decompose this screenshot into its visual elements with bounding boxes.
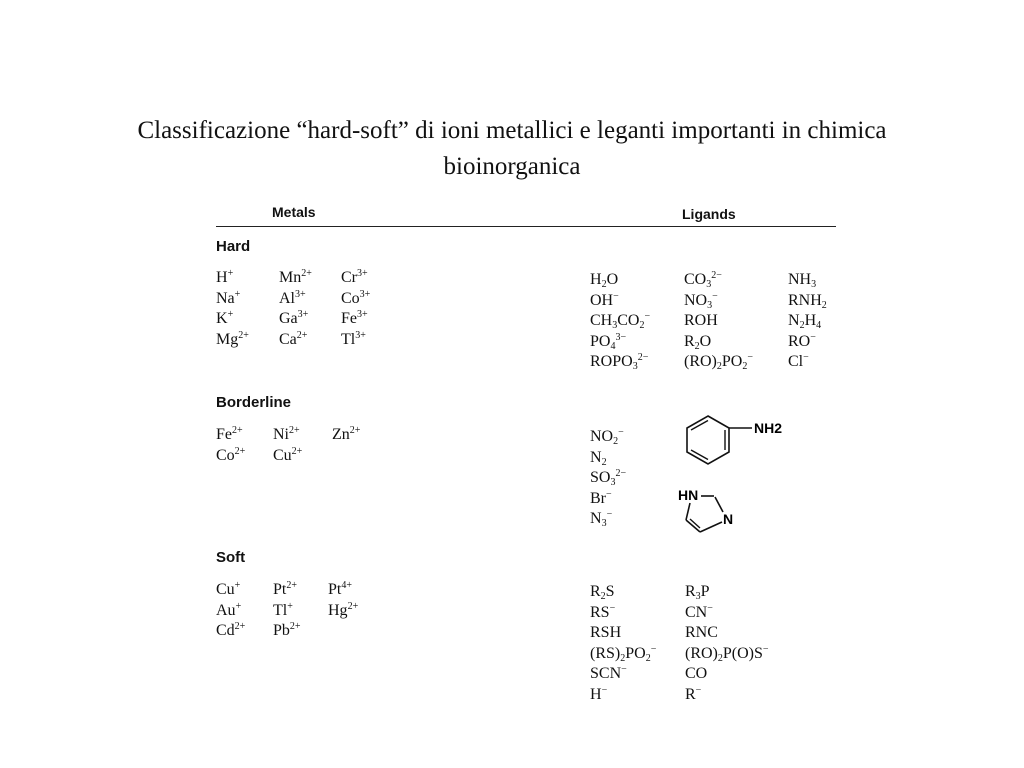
borderline-ligand-cell: $N_3^-$ <box>590 509 613 529</box>
soft-ligand-cell: H− <box>590 684 608 703</box>
hard-ligand-cell: OH− <box>590 290 619 309</box>
borderline-ligand-cell: $NO_2^-$ <box>590 427 624 447</box>
hard-ligand-cell: $CH_3CO_2^-$ <box>590 311 651 331</box>
hard-ligand-cell: $R_2O$ <box>684 332 712 352</box>
page-title <box>60 113 964 185</box>
soft-metal-cell: Cu+ <box>216 580 241 598</box>
soft-ligand-cell: $(RS)_2PO_2^-$ <box>590 643 657 664</box>
soft-metal-cell: Tl+ <box>273 600 293 619</box>
hard-metal-cell: $Tl^{3+}$ <box>341 329 366 348</box>
hard-ligand-cell: $RNH_2$ <box>788 291 827 311</box>
hard-ligand-cell: $NH_3$ <box>788 271 817 290</box>
soft-ligand-cell: RSH <box>590 624 622 641</box>
soft-ligand-cell: RNC <box>685 624 718 641</box>
soft-ligand-cell: RS− <box>590 602 616 621</box>
hard-ligand-cell: $PO_4^{3-}$ <box>590 331 627 352</box>
hard-metal-cell: Na+ <box>216 288 241 307</box>
hard-metal-cell: $Mg^{2+}$ <box>216 329 249 348</box>
hard-metal-cell: K+ <box>216 309 234 327</box>
soft-ligand-cell: $(RO)_2P(O)S^-$ <box>685 643 769 664</box>
soft-metal-cell: $Cd^{2+}$ <box>216 621 246 639</box>
imidazole-n-label: N <box>723 511 734 527</box>
hard-metal-cell: $Al^{3+}$ <box>279 288 306 307</box>
metals-header: Metals <box>272 204 316 220</box>
soft-metal-cell: $Hg^{2+}$ <box>328 600 359 619</box>
soft-ligand-cell: CO <box>685 665 708 682</box>
borderline-ligand-cell: $SO_3^{2-}$ <box>590 468 627 488</box>
soft-ligand-cell: R− <box>685 684 702 703</box>
soft-ligand-cell: $R_3P$ <box>685 583 710 602</box>
hard-metal-cell: $Cr^{3+}$ <box>341 268 368 286</box>
hard-metal-cell: $Co^{3+}$ <box>341 288 371 307</box>
title-line-2: bioinorganica <box>443 153 581 180</box>
hard-metal-cell: H+ <box>216 268 234 286</box>
hard-ligand-cell: $NO_3^-$ <box>684 290 718 311</box>
top-rule <box>216 226 836 227</box>
hard-ligand-cell: Cl− <box>788 352 809 370</box>
hard-metal-cell: $Ca^{2+}$ <box>279 329 308 348</box>
hard-metal-cell: $Ga^{3+}$ <box>279 309 309 327</box>
soft-metal-cell: $Pt^{2+}$ <box>273 580 297 598</box>
borderline-metal-cell: $Cu^{2+}$ <box>273 445 303 464</box>
title-line-1: Classificazione “hard-soft” di ioni metallici e leganti importanti in chimica <box>137 117 887 144</box>
ligands-header: Ligands <box>682 206 736 222</box>
borderline-metal-cell: $Zn^{2+}$ <box>332 425 361 443</box>
hard-ligand-cell: ROH <box>684 312 718 329</box>
hard-ligand-cell: $H_2O$ <box>590 271 619 290</box>
imidazole-structure <box>676 486 746 542</box>
soft-metal-cell: $Pb^{2+}$ <box>273 621 301 639</box>
hard-ligand-cell: $CO_3^{2-}$ <box>684 270 722 290</box>
borderline-ligand-cell: $N_2$ <box>590 448 607 468</box>
aniline-structure <box>678 412 788 468</box>
borderline-metal-cell: $Co^{2+}$ <box>216 445 246 464</box>
borderline-ligand-cell: Br− <box>590 488 612 507</box>
soft-ligand-cell: SCN− <box>590 664 627 682</box>
borderline-metal-cell: $Fe^{2+}$ <box>216 425 243 443</box>
imidazole-hn-label: HN <box>678 487 699 503</box>
section-hard: Hard <box>216 238 251 255</box>
hard-metal-cell: $Mn^{2+}$ <box>279 268 312 286</box>
hard-ligand-cell: $N_2H_4$ <box>788 312 822 331</box>
soft-ligand-cell: $R_2S$ <box>590 583 615 602</box>
aniline-nh2-label: NH2 <box>754 420 783 436</box>
soft-metal-cell: Au+ <box>216 600 242 619</box>
section-soft: Soft <box>216 549 246 566</box>
hard-ligand-cell: RO− <box>788 331 816 350</box>
soft-ligand-cell: CN− <box>685 602 713 621</box>
section-borderline: Borderline <box>216 394 292 411</box>
soft-metal-cell: $Pt^{4+}$ <box>328 580 352 598</box>
hard-ligand-cell: $ROPO_3^{2-}$ <box>590 352 649 372</box>
hard-metal-cell: $Fe^{3+}$ <box>341 309 368 327</box>
borderline-metal-cell: $Ni^{2+}$ <box>273 425 300 443</box>
hard-ligand-cell: $(RO)_2PO_2^-$ <box>684 352 753 372</box>
